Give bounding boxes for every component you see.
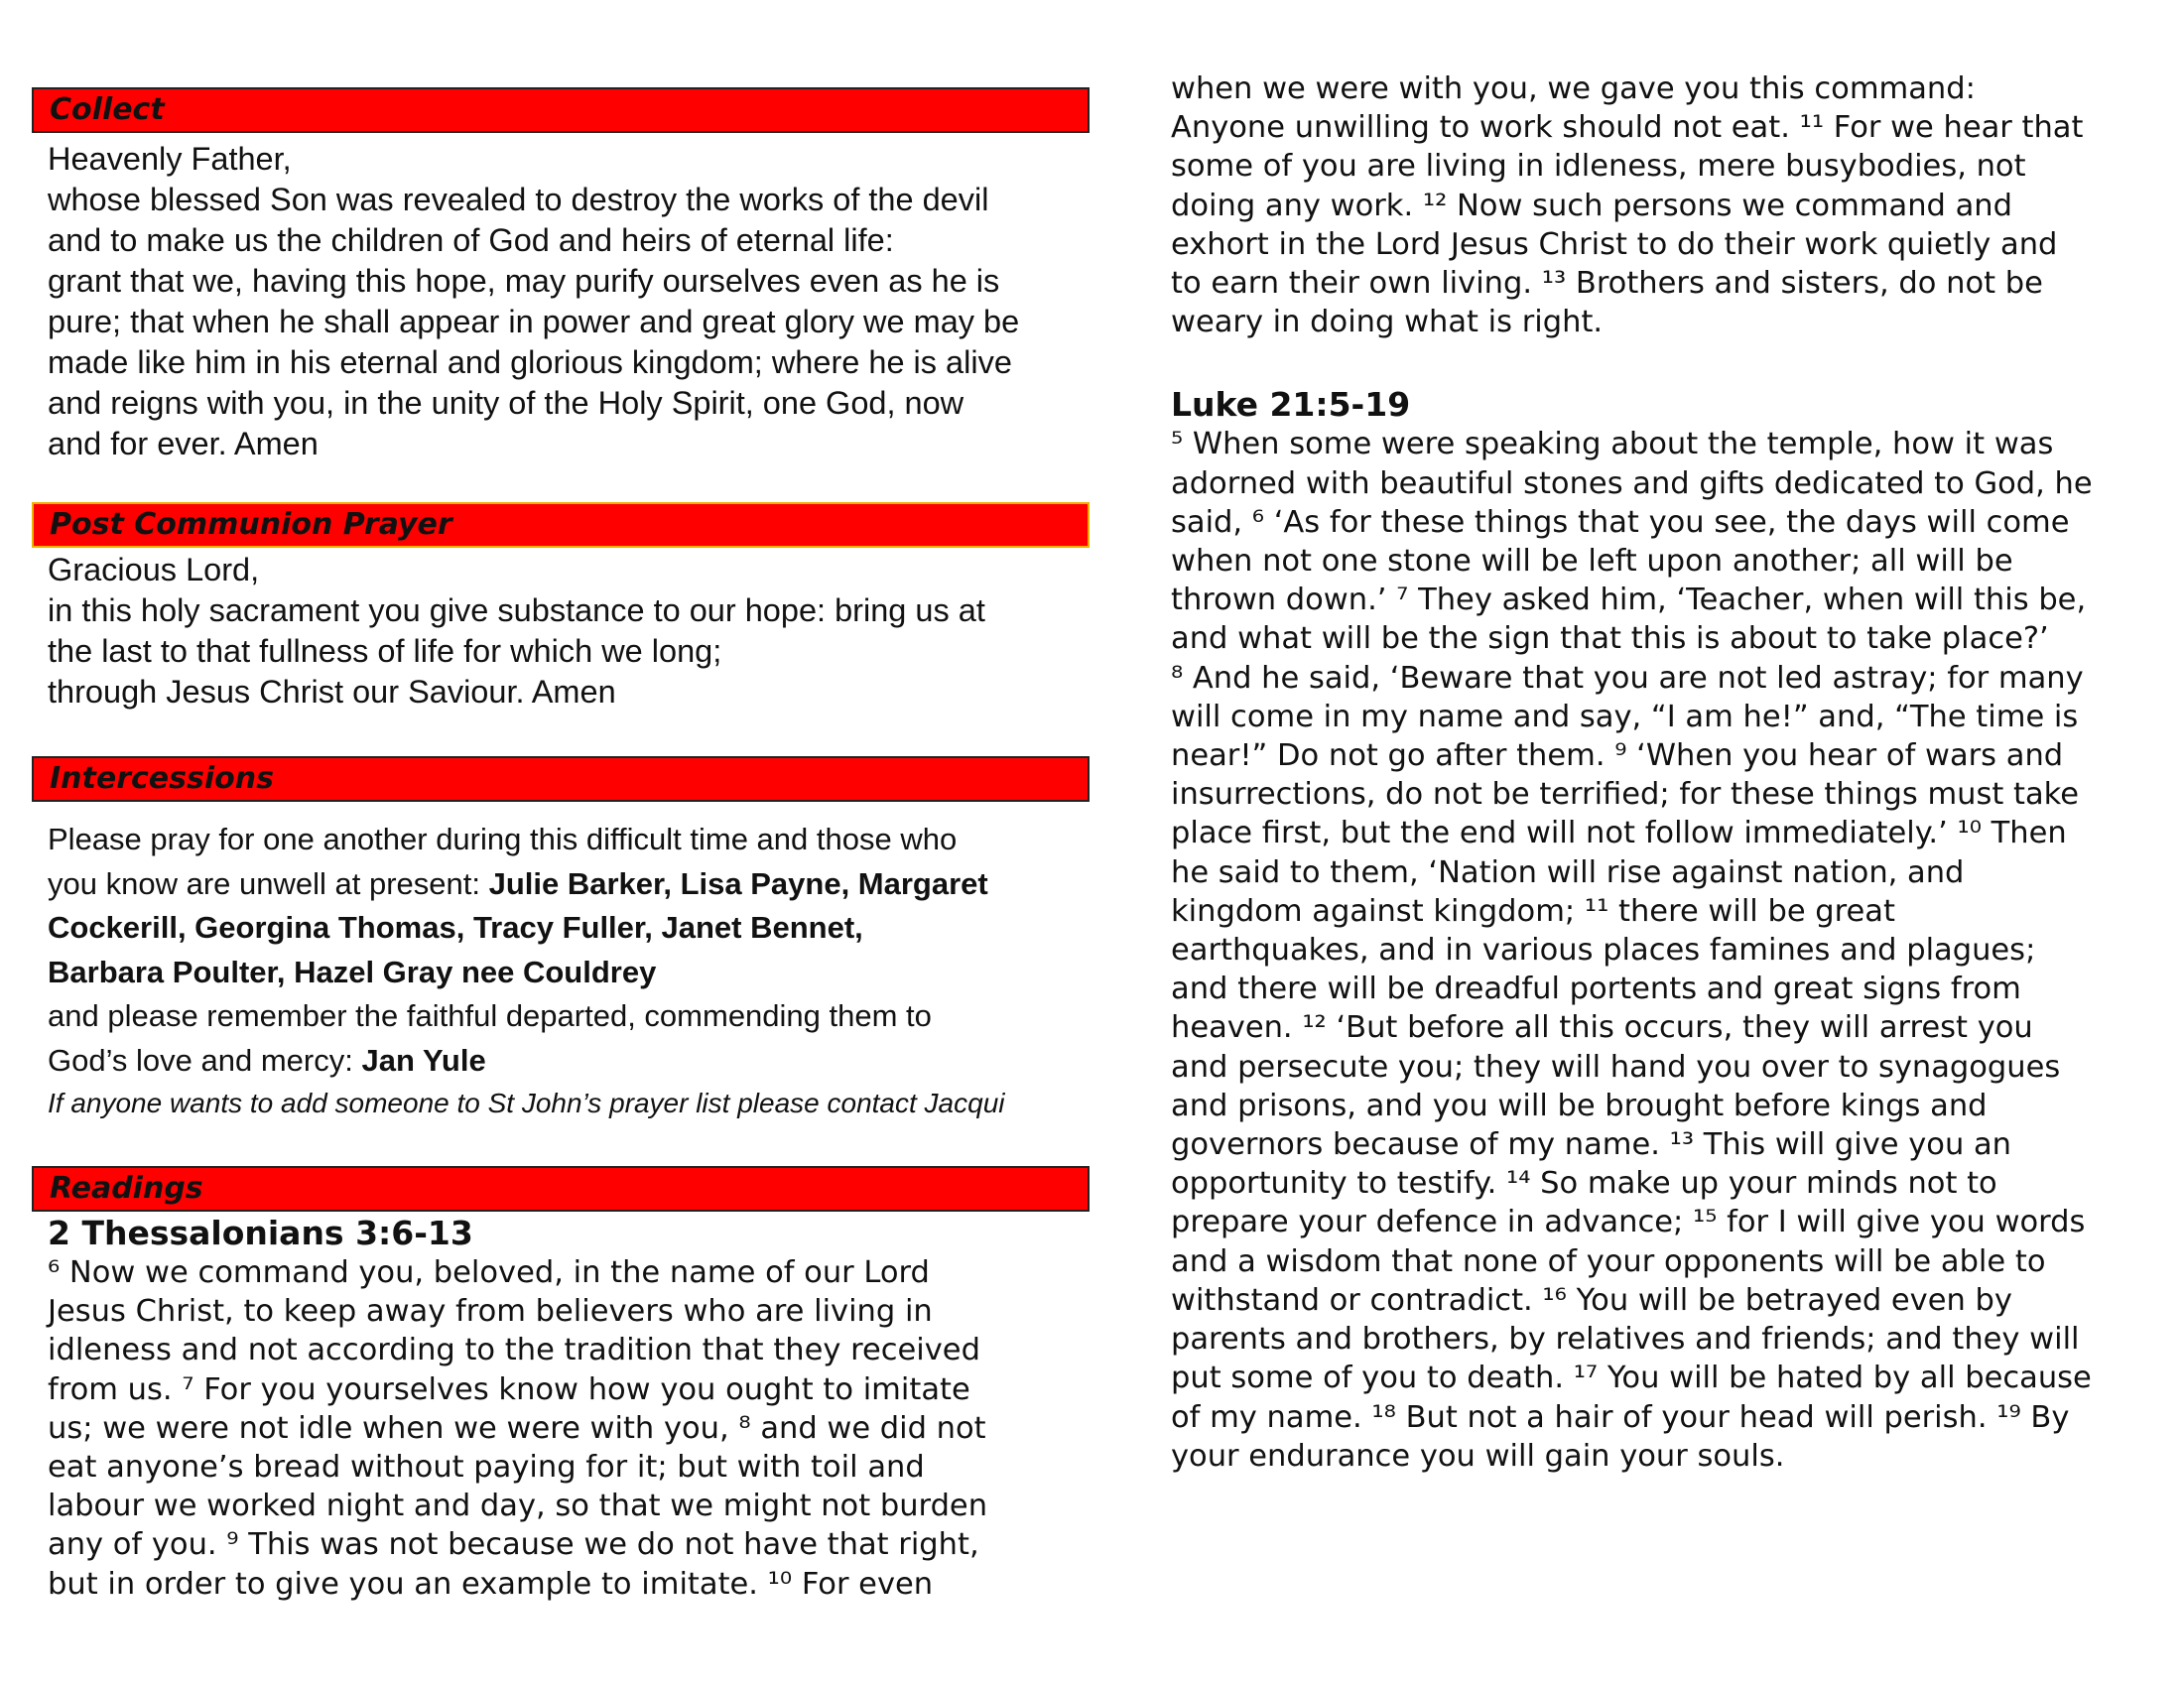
scripture-line: place first, but the end will not follow immediately.’ ¹⁰ Then (1171, 816, 2067, 851)
scripture-line: from us. ⁷ For you yourselves know how you ought to imitate (48, 1371, 970, 1407)
scripture-line: and persecute you; they will hand you over to synagogues (1171, 1049, 2061, 1085)
scripture-line: near!” Do not go after them. ⁹ ‘When you hear of wars and (1171, 738, 2064, 774)
scripture-line: insurrections, do not be terrified; for these things must take (1171, 777, 2080, 813)
collect-text (32, 139, 1090, 464)
scripture-line: said, ⁶ ‘As for these things that you see, the days will come (1171, 504, 2070, 540)
readings-header: Readings (32, 1166, 1090, 1212)
collect-line: whose blessed Son was revealed to destroy the works of the devil (48, 182, 989, 217)
collect-line: Heavenly Father, (48, 141, 292, 177)
intercessions-text (32, 818, 1090, 1124)
scripture-line: when we were with you, we gave you this command: (1171, 71, 1976, 106)
thessalonians-continued (1171, 69, 2163, 341)
scripture-line: thrown down.’ ⁷ They asked him, ‘Teacher, when will this be, (1171, 583, 2087, 618)
intercessions-intro: Please pray for one another during this difficult time and those who (48, 822, 958, 856)
collect-line: and reigns with you, in the unity of the Holy Spirit, one God, now (48, 385, 964, 421)
scripture-line: ⁶ Now we command you, beloved, in the name of our Lord (48, 1255, 930, 1290)
post-communion-line: through Jesus Christ our Saviour. Amen (48, 674, 616, 710)
scripture-line: and a wisdom that none of your opponents will be able to (1171, 1243, 2046, 1279)
sick-names-1: Julie Barker, Lisa Payne, Margaret (488, 865, 988, 901)
collect-line: grant that we, having this hope, may purify ourselves even as he is (48, 263, 1000, 299)
scripture-line: ⁵ When some were speaking about the temple, how it was (1171, 427, 2054, 462)
scripture-line: your endurance you will gain your souls. (1171, 1438, 1785, 1474)
scripture-line: exhort in the Lord Jesus Christ to do their work quietly and (1171, 226, 2058, 262)
thessalonians-text (32, 1253, 1090, 1604)
intercessions-sick-line (48, 951, 1090, 995)
scripture-line: and there will be dreadful portents and great signs from (1171, 972, 2021, 1007)
scripture-line: heaven. ¹² ‘But before all this occurs, they will arrest you (1171, 1010, 2033, 1046)
departed-name: Jan Yule (361, 1042, 486, 1078)
collect-line: and to make us the children of God and heirs of eternal life: (48, 222, 894, 258)
intercessions-departed: and please remember the faithful departed, commending them to (48, 998, 932, 1033)
scripture-line: earthquakes, and in various places famines and plagues; (1171, 933, 2036, 969)
scripture-line: weary in doing what is right. (1171, 305, 1604, 340)
intercessions-intro-2: you know are unwell at present: (48, 865, 489, 901)
post-communion-line: the last to that fullness of life for which we long; (48, 633, 722, 669)
scripture-line: parents and brothers, by relatives and friends; and they will (1171, 1322, 2080, 1358)
intercessions-sick-line (48, 906, 1090, 951)
prayer-list-note: If anyone wants to add someone to St John’s prayer list please contact Jacqui (48, 1088, 1005, 1118)
scripture-line: governors because of my name. ¹³ This will give you an (1171, 1127, 2011, 1163)
right-column (1171, 69, 2163, 1476)
scripture-line: and what will be the sign that this is about to take place?’ (1171, 621, 2049, 657)
scripture-line: when not one stone will be left upon another; all will be (1171, 544, 2013, 580)
luke-reference: Luke 21:5-19 (1171, 385, 1411, 425)
departed-intro: God’s love and mercy: (48, 1042, 362, 1078)
scripture-line: of my name. ¹⁸ But not a hair of your head will perish. ¹⁹ By (1171, 1399, 2070, 1435)
scripture-line: withstand or contradict. ¹⁶ You will be betrayed even by (1171, 1282, 2012, 1318)
scripture-line: any of you. ⁹ This was not because we do not have that right, (48, 1527, 979, 1563)
post-communion-header: Post Communion Prayer (32, 502, 1090, 548)
post-communion-line: Gracious Lord, (48, 552, 260, 587)
scripture-line: and prisons, and you will be brought before kings and (1171, 1088, 1988, 1123)
scripture-line: to earn their own living. ¹³ Brothers and sisters, do not be (1171, 266, 2043, 302)
collect-line: pure; that when he shall appear in power and great glory we may be (48, 304, 1020, 339)
scripture-line: Jesus Christ, to keep away from believers who are living in (48, 1294, 933, 1330)
scripture-line: some of you are living in idleness, mere busybodies, not (1171, 149, 2026, 185)
scripture-line: opportunity to testify. ¹⁴ So make up your minds not to (1171, 1166, 1997, 1202)
thessalonians-reference: 2 Thessalonians 3:6-13 (48, 1214, 473, 1252)
scripture-line: kingdom against kingdom; ¹¹ there will be great (1171, 893, 1895, 929)
intercessions-sick-line (48, 862, 1090, 907)
sick-names-2: Cockerill, Georgina Thomas, Tracy Fuller, Janet Bennet, (48, 910, 863, 945)
intercessions-header: Intercessions (32, 756, 1090, 802)
scripture-line: doing any work. ¹² Now such persons we command and (1171, 188, 2012, 223)
intercessions-departed-line (48, 1039, 1090, 1084)
collect-line: and for ever. Amen (48, 426, 319, 461)
scripture-line: he said to them, ‘Nation will rise against nation, and (1171, 854, 1965, 890)
scripture-line: idleness and not according to the tradition that they received (48, 1333, 980, 1368)
luke-text (1171, 425, 2163, 1475)
scripture-line: put some of you to death. ¹⁷ You will be hated by all because (1171, 1361, 2092, 1396)
scripture-line: will come in my name and say, “I am he!” and, “The time is (1171, 699, 2079, 734)
scripture-line: Anyone unwilling to work should not eat. ¹¹ For we hear that (1171, 110, 2084, 146)
scripture-line: prepare your defence in advance; ¹⁵ for I will give you words (1171, 1205, 2086, 1240)
post-communion-line: in this holy sacrament you give substance to our hope: bring us at (48, 592, 985, 628)
scripture-line: eat anyone’s bread without paying for it; but with toil and (48, 1450, 925, 1486)
collect-line: made like him in his eternal and glorious kingdom; where he is alive (48, 344, 1012, 380)
collect-header: Collect (32, 87, 1090, 133)
scripture-line: adorned with beautiful stones and gifts dedicated to God, he (1171, 465, 2093, 501)
scripture-line: but in order to give you an example to imitate. ¹⁰ For even (48, 1566, 934, 1602)
scripture-line: ⁸ And he said, ‘Beware that you are not led astray; for many (1171, 660, 2084, 696)
left-column (32, 87, 1090, 1604)
sick-names-3: Barbara Poulter, Hazel Gray nee Couldrey (48, 954, 657, 989)
scripture-line: us; we were not idle when we were with you, ⁸ and we did not (48, 1410, 986, 1446)
post-communion-text (32, 550, 1090, 713)
scripture-line: labour we worked night and day, so that we might not burden (48, 1489, 988, 1524)
